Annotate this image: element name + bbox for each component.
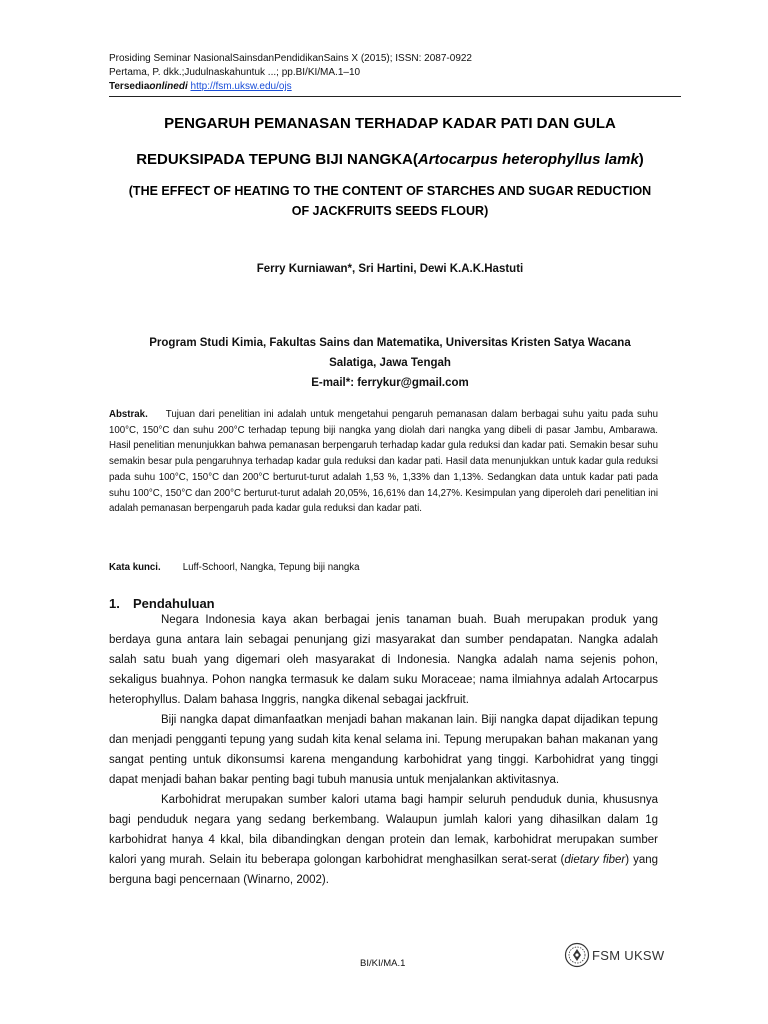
english-title — [100, 181, 680, 221]
authors: Ferry Kurniawan*, Sri Hartini, Dewi K.A.K.Hastuti — [256, 263, 524, 275]
page-code: BI/KI/MA.1 — [360, 958, 406, 969]
english-title-line-1: (THE EFFECT OF HEATING TO THE CONTENT OF STARCHES AND SUGAR REDUCTION — [128, 184, 652, 198]
keywords-text: Luff-Schoorl, Nangka, Tepung biji nangka — [182, 562, 360, 573]
keywords-label: Kata kunci. — [109, 562, 161, 573]
header-line-2: Pertama, P. dkk.;Judulnaskahuntuk ...; pp.BI/KI/MA.1–10 — [109, 67, 361, 78]
keywords — [109, 560, 360, 575]
paper-title-line-1: PENGARUH PEMANASAN TERHADAP KADAR PATI DAN GULA — [164, 115, 616, 132]
section-number: 1. — [109, 596, 120, 611]
paragraph-3-text: Karbohidrat merupakan sumber kalori utama bagi hampir seluruh penduduk dunia, khususnya bagi penduduk negara yang sedang berkembang. Walaupun jumlah kalori yang dihasilkan dalam 1g karbohidrat hanya 4 kkal, bila dibandingkan dengan protein dan lemak, karbohidrat merupakan sumber kalori yang murah. Selain itu beberapa golongan karbohidrat menghasilkan serat-serat ( — [109, 794, 658, 866]
available-prefix: Tersedia — [109, 81, 150, 92]
dietary-fiber-term: dietary fiber — [564, 854, 626, 866]
logo-text: FSM UKSW — [592, 947, 665, 963]
affiliation-line-1: Program Studi Kimia, Fakultas Sains dan Matematika, Universitas Kristen Satya Wacana — [149, 337, 631, 349]
fsm-uksw-logo — [564, 942, 664, 968]
paper-title-line-2 — [100, 150, 680, 170]
available-italic: onlinedi — [149, 81, 188, 92]
header-rule — [109, 96, 681, 97]
author-email: E-mail*: ferrykur@gmail.com — [311, 377, 469, 389]
header-line-1: Prosiding Seminar NasionalSainsdanPendidikanSains X (2015); ISSN: 2087-0922 — [109, 53, 472, 64]
english-title-line-2: OF JACKFRUITS SEEDS FLOUR) — [291, 204, 489, 218]
body-paragraph-1: Negara Indonesia kaya akan berbagai jenis tanaman buah. Buah merupakan produk yang berdaya guna antara lain sebagai penunjang gizi masyarakat dan sumber pendapatan. Nangka adalah salah satu buah yang digemari oleh masyarakat di Indonesia. Nangka adalah nama sejenis pohon, sekaligus buahnya. Pohon nangka termasuk ke dalam suku Moraceae; nama ilmiahnya adalah Artocarpus heterophyllus. Dalam bahasa Inggris, nangka dikenal sebagai jackfruit. — [109, 614, 658, 706]
abstract — [109, 407, 658, 517]
body-paragraph-2: Biji nangka dapat dimanfaatkan menjadi bahan makanan lain. Biji nangka dapat dijadikan tepung dan menjadi pengganti tepung yang sudah kita kenal selama ini. Tepung merupakan bahan makanan yang sangat penting untuk dikonsumsi karena mengandung karbohidrat yang tinggi. Karbohidrat yang tinggi dapat menjadi bahan bakar penting bagi tubuh manusia untuk menjalankan aktivitasnya. — [109, 714, 658, 786]
affiliation-line-2: Salatiga, Jawa Tengah — [329, 357, 451, 369]
affiliation — [100, 333, 680, 393]
section-title: Pendahuluan — [133, 596, 215, 611]
proceedings-header — [109, 52, 709, 94]
header-line-3 — [109, 80, 709, 94]
body-paragraph-3 — [109, 790, 658, 890]
body-text — [109, 610, 658, 890]
abstract-text: Tujuan dari penelitian ini adalah untuk mengetahui pengaruh pemanasan dalam berbagai suhu yaitu pada suhu 100°C, 150°C dan suhu 200°C terhadap tepung biji nangka yang diolah dari nangka yang dibeli di pasar Jambu, Ambarawa. Hasil penelitian menunjukkan bahwa pemanasan berpengaruh terhadap kadar gula reduksi dan kadar pati. Semakin besar suhu semakin besar pula pengaruhnya terhadap kadar gula reduksi dan kadar pati. Hasil data menunjukkan untuk kadar gula reduksi pada suhu 100°C, 150°C dan 200°C berturut-turut adalah 1,53 %, 1,33% dan 1,13%. Sedangkan data untuk kadar pati pada suhu 100°C, 150°C dan 200°C berturut-turut adalah 20,05%, 16,61% dan 14,27%. Kesimpulan yang diperoleh dari penelitian ini adalah pemanasan berpengaruh pada kadar gula reduksi dan kadar pati. — [109, 409, 658, 515]
title-line-2-prefix: REDUKSIPADA TEPUNG BIJI NANGKA( — [136, 151, 418, 168]
paragraph-3-end: ) yang berguna bagi pencernaan (Winarno, 2002). — [109, 854, 658, 886]
university-seal-icon — [564, 942, 590, 968]
journal-url-link[interactable]: http://fsm.uksw.edu/ojs — [190, 81, 292, 92]
scientific-name: Artocarpus heterophyllus lamk — [417, 151, 639, 168]
abstract-label: Abstrak. — [109, 409, 148, 420]
title-line-2-suffix: ) — [638, 151, 644, 168]
